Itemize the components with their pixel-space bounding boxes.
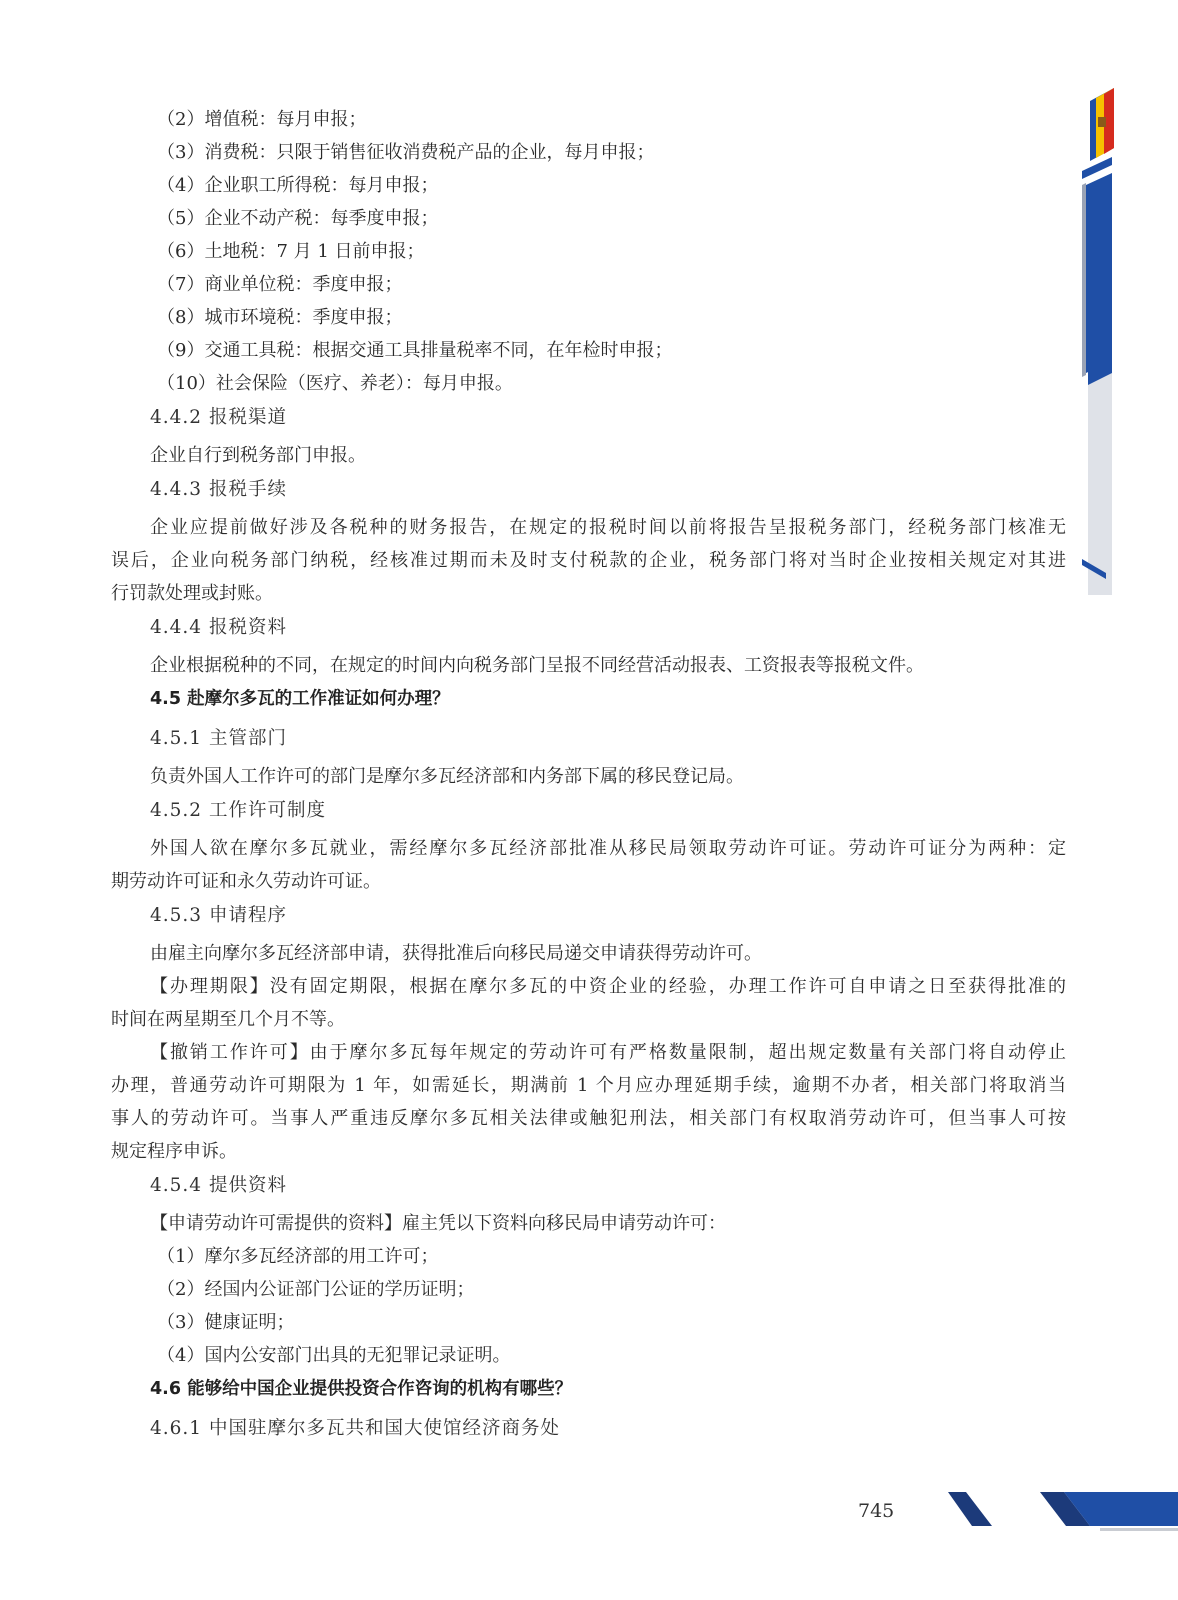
- list-item: （2）经国内公证部门公证的学历证明；: [157, 1279, 475, 1300]
- paragraph-line: 【撤销工作许可】由于摩尔多瓦每年规定的劳动许可有严格数量限制，超出规定数量有关部门将自动停止: [150, 1042, 1066, 1063]
- list-item: （4）企业职工所得税：每月申报；: [157, 175, 439, 196]
- corner-stripes: [940, 1490, 1178, 1534]
- list-item: （6）土地税：7 月 1 日前申报；: [157, 241, 425, 262]
- list-item: （2）增值税：每月申报；: [157, 109, 367, 130]
- list-item: （4）国内公安部门出具的无犯罪记录证明。: [157, 1345, 511, 1366]
- section-heading: 4.5.4 提供资料: [150, 1175, 287, 1196]
- paragraph-line: 企业根据税种的不同，在规定的时间内向税务部门呈报不同经营活动报表、工资报表等报税文件。: [150, 655, 924, 676]
- list-item: （1）摩尔多瓦经济部的用工许可；: [157, 1246, 439, 1267]
- paragraph-line: 企业应提前做好涉及各税种的财务报告，在规定的报税时间以前将报告呈报税务部门，经税务部门核准无: [150, 517, 1066, 538]
- list-item: （8）城市环境税：季度申报；: [157, 307, 403, 328]
- paragraph-line: 行罚款处理或封账。: [111, 583, 273, 604]
- section-heading: 4.4.3 报税手续: [150, 479, 287, 500]
- section-heading: 4.6 能够给中国企业提供投资合作咨询的机构有哪些？: [150, 1379, 573, 1399]
- list-item: （3）健康证明；: [157, 1312, 295, 1333]
- list-item: （7）商业单位税：季度申报；: [157, 274, 403, 295]
- page-number: 745: [858, 1500, 895, 1522]
- paragraph-line: 负责外国人工作许可的部门是摩尔多瓦经济部和内务部下属的移民登记局。: [150, 766, 744, 787]
- paragraph-line: 【申请劳动许可需提供的资料】雇主凭以下资料向移民局申请劳动许可：: [150, 1213, 726, 1234]
- list-item: （9）交通工具税：根据交通工具排量税率不同，在年检时申报；: [157, 340, 673, 361]
- paragraph-line: 时间在两星期至几个月不等。: [111, 1009, 345, 1030]
- list-item: （3）消费税：只限于销售征收消费税产品的企业，每月申报；: [157, 142, 655, 163]
- paragraph-line: 期劳动许可证和永久劳动许可证。: [111, 871, 381, 892]
- section-heading: 4.4.4 报税资料: [150, 617, 287, 638]
- section-heading: 4.5 赴摩尔多瓦的工作准证如何办理？: [150, 689, 450, 709]
- section-heading: 4.4.2 报税渠道: [150, 407, 287, 428]
- side-stripe: [1078, 85, 1118, 595]
- section-heading: 4.5.2 工作许可制度: [150, 800, 326, 821]
- paragraph-line: 事人的劳动许可。当事人严重违反摩尔多瓦相关法律或触犯刑法，相关部门有权取消劳动许可，但当事人可按: [111, 1108, 1066, 1129]
- paragraph-line: 企业自行到税务部门申报。: [150, 445, 366, 466]
- section-heading: 4.5.1 主管部门: [150, 728, 287, 749]
- paragraph-line: 误后，企业向税务部门纳税，经核准过期而未及时支付税款的企业，税务部门将对当时企业按相关规定对其进: [111, 550, 1066, 571]
- section-heading: 4.6.1 中国驻摩尔多瓦共和国大使馆经济商务处: [150, 1418, 560, 1439]
- paragraph-line: 外国人欲在摩尔多瓦就业，需经摩尔多瓦经济部批准从移民局领取劳动许可证。劳动许可证分为两种：定: [150, 838, 1066, 859]
- paragraph-line: 办理，普通劳动许可期限为 1 年，如需延长，期满前 1 个月应办理延期手续，逾期不办者，相关部门将取消当: [111, 1075, 1066, 1096]
- list-item: （5）企业不动产税：每季度申报；: [157, 208, 439, 229]
- paragraph-line: 规定程序申诉。: [111, 1141, 237, 1162]
- flag-emblem-icon: [1098, 117, 1106, 127]
- paragraph-line: 由雇主向摩尔多瓦经济部申请，获得批准后向移民局递交申请获得劳动许可。: [150, 943, 762, 964]
- list-item: （10）社会保险（医疗、养老）：每月申报。: [157, 373, 513, 394]
- section-heading: 4.5.3 申请程序: [150, 905, 287, 926]
- paragraph-line: 【办理期限】没有固定期限，根据在摩尔多瓦的中资企业的经验，办理工作许可自申请之日至获得批准的: [150, 976, 1066, 997]
